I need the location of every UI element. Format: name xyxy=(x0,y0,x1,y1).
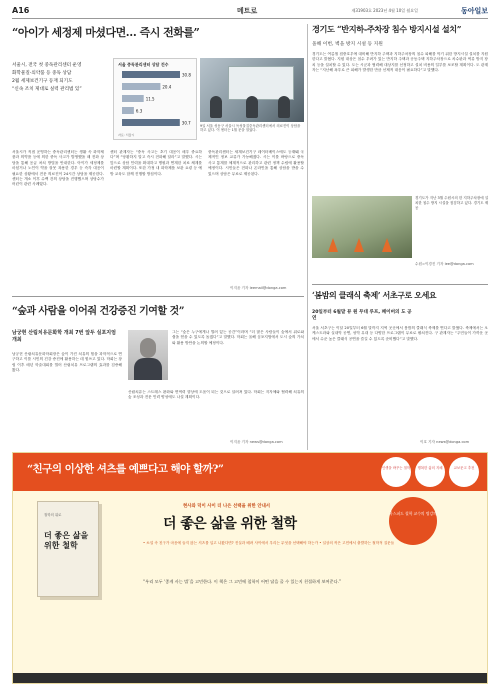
story2-subhead: 올해 이번, 벽을 방지 시설 등 지원 xyxy=(312,42,383,47)
lead-line: 화학물질-의약품 등 중독 상담 xyxy=(12,71,72,76)
story2-byline: 수원=이경진 기자 lee@donga.com xyxy=(415,262,474,266)
story1-body-col3: 중독관리센터는 세계보건기구 데이터베이스에도 등재돼 국제적인 정보 교류가 가능해졌다. 시는 이를 바탕으로 중독 사고 통계를 체계적으로 관리하고 관련 정책 수립에 활용할 예정이다. 시민들은 전화나 온라인을 통해 상담을 받을 수 있으며 상담은 무료로 제공된다. xyxy=(208,150,304,176)
traffic-cone xyxy=(354,238,364,252)
book-cover xyxy=(37,501,99,597)
story3-subhead: 20일부터 6월말 뮤 원 무대 루프, 페이버의 도 공연 xyxy=(312,310,412,321)
ad-badge: 인생을 바꾸는 철학 xyxy=(381,457,411,487)
chart-svg xyxy=(114,59,198,141)
book-advertisement[interactable] xyxy=(12,452,488,684)
chart-bar xyxy=(122,83,160,90)
story1-body-col2: 센터 관계자는 “중독 사고는 초기 대응이 매우 중요하다”며 “당황하지 말고 즉시 전화해 달라”고 말했다. 시는 앞으로 상담 인력을 확대하고 병원과 연계한 치료 체계를 마련할 계획이다. 또한 가정 내 화학제품 보관 요령 등 예방 교육도 함께 진행할 방침이다. xyxy=(110,150,202,176)
ad-bullets: • 소설 속 친구가 마음에 들지 않는 셔츠를 입고 나왔다면? 진실과 배려 사이에서 우리는 무엇을 선택해야 하는가 • 일상의 작은 고민에서 출발하는 철학적 질문들 xyxy=(143,541,395,545)
monitor-board xyxy=(228,66,294,100)
story1-body-col1: 서울시가 직접 운영하는 중독관리센터는 생활 속 화학제품과 의약품 등에 의한 중독 사고가 발생했을 때 전화 상담을 통해 응급 처치 방법을 안내한다. 아이가 세정제를 마셨거나 노인이 약을 잘못 복용한 경우 등 즉각 대응이 필요한 상황에서 전문 의료진이 24시간 상담을 제공한다. 센터는 개소 이후 수백 건의 상담을 진행했으며 상당수가 어린이 관련 사례였다. xyxy=(12,150,104,187)
lead-line: 2월 세제보건기구 등재 되기도 xyxy=(12,79,73,84)
portrait-photo xyxy=(128,330,168,380)
ad-kicker: 현사와 덕이 사이 더 나은 선택을 위한 안내서 xyxy=(183,504,271,509)
book-title: 더 좋은 삶을 위한 철학 xyxy=(44,530,89,550)
consultation-chart xyxy=(113,58,197,140)
chart-source: 자료: 서울시 xyxy=(118,133,135,137)
chart-value-label: 30.8 xyxy=(182,72,191,78)
story-divider xyxy=(312,284,488,285)
story4-subhead: 남궁현 산림치유문화학 개최 7번 앞두 실포지엄 개최 xyxy=(12,330,116,343)
story-divider xyxy=(12,296,304,297)
issue-info: 제31903호 2023년 4월 10일 월요일 xyxy=(351,8,418,13)
chart-bar xyxy=(122,119,180,126)
ad-footer-bar xyxy=(13,673,488,683)
chart-bar xyxy=(122,71,180,78)
chart-value-label: 20.4 xyxy=(162,84,172,90)
story4-body-col1: 남궁현 산림치유문화학회장은 숲이 가진 치유의 힘을 과학적으로 연구하고 이를 시민의 건강 증진에 활용하는 데 힘쓰고 있다. 학회는 창립 이후 매년 학술대회를 열어 산림치유 프로그램의 효과를 검증해 왔다. xyxy=(12,352,122,373)
page-header xyxy=(12,5,488,19)
story1-lead xyxy=(12,62,109,94)
photo-person xyxy=(278,96,290,118)
page-number: A16 xyxy=(12,6,30,15)
photo-caption: 경기도가 지난 3월 수원시의 한 지하주차장에 설치한 침수 방지 시설을 점검하고 있다. 경기도 제공 xyxy=(415,196,489,210)
photo-caption: 9일 서울 성동구 서울시 독성물질중독관리센터에서 의료진이 상담을 하고 있다. 이 센터는 1월 문을 열었다. xyxy=(200,124,301,133)
portrait-body xyxy=(134,358,162,380)
story4-body-col3: 산림치유는 스트레스 완화와 면역력 향상에 도움이 되는 것으로 알려져 있다. 학회는 지자체와 협력해 치유의 숲 조성과 전문 인력 양성에도 나설 계획이다. xyxy=(128,390,304,400)
story1-byline: 이지윤 기자 leemail@donga.com xyxy=(230,286,287,290)
chart-value-label: 11.5 xyxy=(145,96,155,102)
photo-person xyxy=(210,96,222,118)
column-divider xyxy=(307,290,308,450)
ad-badge: 교보문고 추천 xyxy=(449,457,479,487)
photo-poison-center xyxy=(200,58,304,122)
story3-byline: 이호 기자 news@donga.com xyxy=(420,440,470,444)
ad-banner xyxy=(13,453,488,491)
chart-bar xyxy=(122,95,144,102)
chart-value-label: 30.7 xyxy=(181,120,191,126)
book-subtitle: 철학의 위로 xyxy=(44,513,62,517)
chart-bar xyxy=(122,107,134,114)
ad-sticker: 옥스퍼드 철학 교수의 명강의 xyxy=(389,497,437,545)
story4-byline: 이지윤 기자 news@donga.com xyxy=(230,440,283,444)
headline-poison-center: “아이가 세정제 마셨다면… 즉시 전화를” xyxy=(12,26,200,39)
lead-line: “신속 조치 제대로 실력 관리법 있” xyxy=(12,87,82,92)
ad-quote: “우리 모두 ‘좋게 사는 법’을 고민한다. 이 책은 그 고민에 철학이 어떤 답을 줄 수 있는지 친절하게 보여준다.” xyxy=(143,579,342,584)
story2-body: 경기도는 여름철 집중호우에 대비해 반지하 주택과 지하주차장의 침수 피해를 막기 위한 방지시설 설치를 지원한다고 밝혔다. 지원 대상은 침수 우려가 있는 반지하 주택과 공동주택 지하주차장으로 차수판과 역류 방지 장치 등을 설치할 수 있다. 도는 시군과 협력해 대상지를 선정하고 설치 비용의 일부를 보조할 계획이다. 도 관계자는 “지난해 폭우로 큰 피해가 발생한 만큼 선제적 대응이 필요하다”고 말했다. xyxy=(312,52,488,73)
headline-flood-prevention: 경기도 “반지하-주차장 침수 방지시설 설치” xyxy=(312,24,462,34)
chart-title: 서울 중독관리센터 상담 건수 xyxy=(118,62,169,67)
photo-person xyxy=(246,96,258,118)
story4-body-col2: 그는 “숲은 누구에게나 열려 있는 공간”이라며 “더 많은 사람들이 숲에서 위로와 쉼을 얻을 수 있도록 돕겠다”고 말했다. 학회는 올해 심포지엄에서 도시 숲의 가치와 활용 방안을 논의할 예정이다. xyxy=(172,330,304,345)
traffic-cone xyxy=(382,238,392,252)
ad-banner-headline: “친구의 이상한 셔츠를 예쁘다고 해야 할까?” xyxy=(27,463,224,475)
section-name: 메트로 xyxy=(237,7,258,15)
traffic-cone xyxy=(328,238,338,252)
masthead: 동아일보 xyxy=(460,6,488,15)
chart-value-label: 6.3 xyxy=(135,108,143,114)
story3-body: 서울 서초구는 이달 20일부터 6월 말까지 지역 곳곳에서 봄밤의 클래식 축제를 연다고 밝혔다. 축제에서는 오케스트라와 실내악 공연, 성악 무대 등 다양한 프로그램이 무료로 펼쳐진다. 구 관계자는 “주민들이 가까운 곳에서 수준 높은 클래식 공연을 즐길 수 있도록 준비했다”고 말했다. xyxy=(312,326,488,341)
headline-classic-festival: ‘봄밤의 클래식 축제’ 서초구로 오세요 xyxy=(312,290,437,300)
portrait-head xyxy=(140,338,156,358)
ad-title: 더 좋은 삶을 위한 철학 xyxy=(163,516,297,532)
photo-flood-facility xyxy=(312,196,412,258)
lead-line: 서울시, 전국 첫 중독관리센터 운영 xyxy=(12,63,82,68)
headline-forest-healing: “숲과 사람을 이어줘 건강증진 기여할 것” xyxy=(12,306,184,317)
ad-badge: 행복한 삶의 지혜 xyxy=(415,457,445,487)
column-divider xyxy=(307,24,308,296)
